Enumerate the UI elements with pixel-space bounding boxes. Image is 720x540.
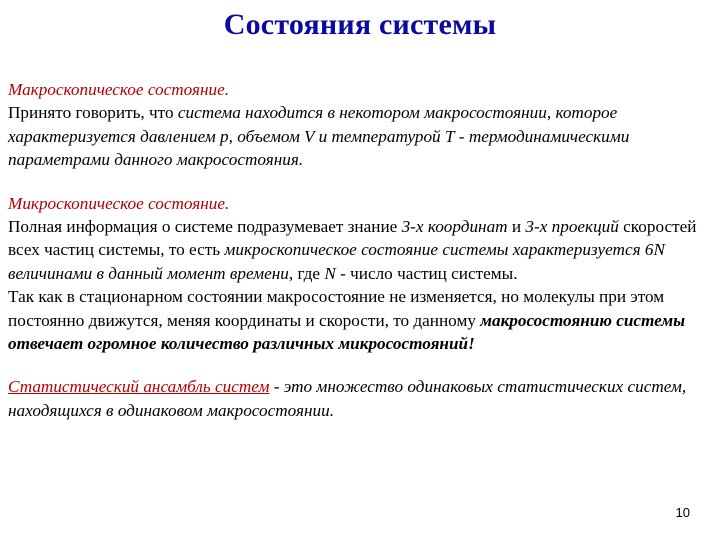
ensemble-term: Статистический ансамбль систем xyxy=(8,377,270,397)
ensemble-paragraph xyxy=(8,375,712,422)
micro-text-3: и xyxy=(507,217,526,237)
macro-text-1: Принято говорить, что xyxy=(8,103,178,123)
ensemble-definition: - это множество одинаковых статистических систем, находящихся в одинаковом макросостоянии. xyxy=(8,377,687,420)
micro-heading: Микроскопическое состояние. xyxy=(8,193,230,213)
micro-text-9: - число частиц системы. xyxy=(335,263,518,283)
micro-text-2: 3-х координат xyxy=(401,217,508,237)
micro-text-6: микроскопическое состояние системы характеризуется 6N величинами в данный момент времени xyxy=(8,240,665,283)
slide-content xyxy=(8,78,712,422)
page-number: 10 xyxy=(675,505,690,520)
macro-paragraph xyxy=(8,78,712,172)
macro-heading: Макроскопическое состояние. xyxy=(8,80,230,99)
micro-text-5: скоростей всех частиц системы, то есть xyxy=(8,217,697,260)
micro-text-8: N xyxy=(324,263,336,283)
slide-title: Состояния системы xyxy=(223,8,497,41)
micro-text-7: , где xyxy=(288,263,325,283)
micro-text-1: Полная информация о системе подразумевает знание xyxy=(8,217,402,237)
macro-text-2: система находится в некотором макросостоянии, которое характеризуется давлением р, объемом V и температурой Т - термодинамическими параметрами данного макросостояния. xyxy=(8,103,630,170)
micro-paragraph xyxy=(8,192,712,356)
micro-text-11: макросостоянию системы отвечает огромное количество различных микросостояний! xyxy=(8,310,686,354)
micro-text-4: 3-х проекций xyxy=(525,217,619,237)
micro-text-10: Так как в стационарном состоянии макросостояние не изменяется, но молекулы при этом постоянно движутся, меняя координаты и скорости, то данному xyxy=(8,287,665,330)
